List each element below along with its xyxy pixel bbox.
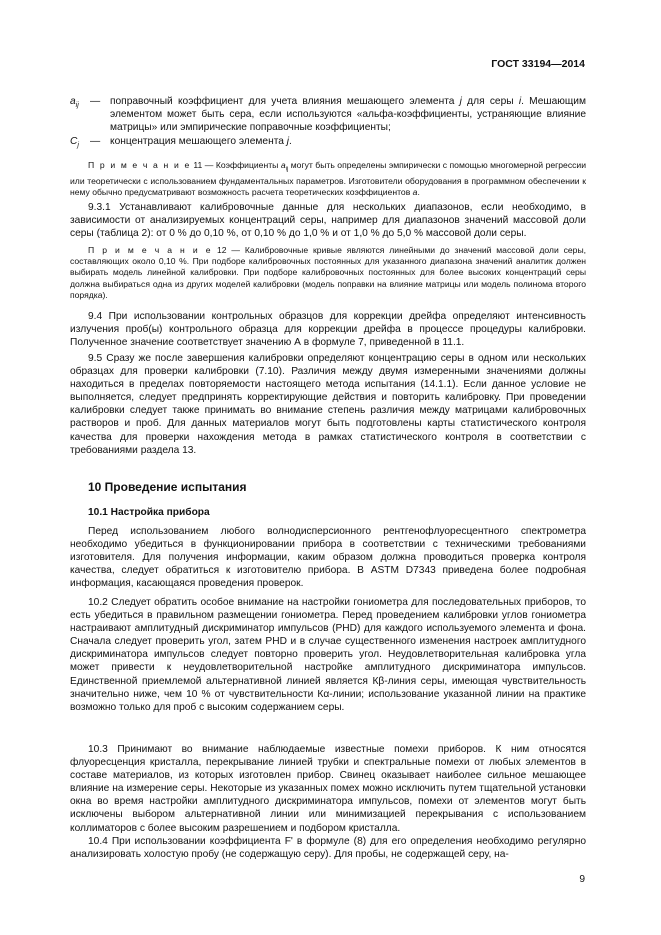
paragraph-10-2: 10.2 Следует обратить особое внимание на настройки гониометра для последовательных приборов, то есть убедиться в правильном размещении гониометра. Перед проведением калибровки углов гониометра настраивают амплитудный дискриминатор импульсов (PHD) для каждого используемого элемента и фона. Сначала следует проверить угол, затем PHD и в случае существенного изменения настроек амплитудного дискриминатора импульсов следует повторно проверить угол. Неудовлетворительная калибровка угла может привести к неудовлетворительной настройке амплитудного дискриминатора импульсов. Единственной приемлемой альтернативной линией является Кβ-линия серы, имеющая чувствительность значительно ниже, чем 10 % от чувствительности Кα-линии; использование указанной линии на практике возможно только для проб с высоким содержанием серы. bbox=[70, 597, 586, 713]
paragraph-10-1: Перед использованием любого волнодисперсионного рентгенофлуоресцентного спектрометра необходимо убедиться в функционировании прибора в соответствии с техническими требованиями изготовителя. Для получения информации, каким образом должна проводиться проверка контроля качества, следует обратиться к изготовителю прибора. В ASTM D7343 приведена более подробная информация, касающаяся проведения проверок. bbox=[70, 526, 586, 590]
definition-dash: — bbox=[90, 136, 101, 148]
definition-aij bbox=[70, 95, 586, 134]
definition-text: поправочный коэффициент для учета влияния мешающего элемента j для серы i. Мешающим элементом может быть сера, если используются «альфа-коэффициенты, устраняющие влияние матрицы» или эмпирические поправочные коэффициенты; bbox=[110, 96, 586, 134]
subsection-heading-10-1: 10.1 Настройка прибора bbox=[88, 507, 210, 518]
definition-text: концентрация мешающего элемента j. bbox=[110, 136, 292, 148]
note-12: П р и м е ч а н и е 12 — Калибровочные кривые являются линейными до значений массовой доли серы, составляющих около 0,10 %. При подборе калибровочных постоянных для указанного диапазона значений аналитик должен выбирать модель линейной калибровки. При подборе калибровочных постоянных для более высоких концентраций серы должна выбираться одна из других моделей калибровки (модель поправки на влияние матрицы или модель полинома второго порядка). bbox=[70, 245, 587, 300]
page-number: 9 bbox=[579, 874, 585, 885]
paragraph-9-3-1: 9.3.1 Устанавливают калибровочные данные для нескольких диапазонов, если необходимо, в зависимости от анализируемых концентраций серы, например для диапазонов значений массовой доли серы (таблица 2): от 0 % до 0,10 %, от 0,10 % до 1,0 % и от 1,0 % до 5,0 % массовой доли серы. bbox=[70, 202, 586, 240]
paragraph-10-3: 10.3 Принимают во внимание наблюдаемые известные помехи приборов. К ним относятся флуоресценция кристалла, перекрывание линией трубки и спектральные помехи от любых элементов в составе материалов, из которых изготовлен прибор. Свинец оказывает наиболее сильное мешающее влияние на измерение серы. Некоторые из указанных помех можно исключить путем тщательной установки окна во время настройки амплитудного дискриминатора импульсов, помехи от элементов могут быть исключены выбором альтернативной линии или минимизацией перекрывания с использованием коллиматоров с более высоким разрешением и подбором кристалла. bbox=[70, 744, 586, 834]
paragraph-9-4: 9.4 При использовании контрольных образцов для коррекции дрейфа определяют интенсивность излучения проб(ы) контрольного образца для коррекции дрейфа в процессе процедуры калибровки. Полученное значение соответствует значению А в формуле 7, приведенной в 11.1. bbox=[70, 311, 586, 349]
paragraph-10-4: 10.4 При использовании коэффициента F' в формуле (8) для его определения необходимо регулярно анализировать холостую пробу (не содержащую серу). Для пробы, не содержащей серу, на- bbox=[70, 836, 586, 861]
definition-cj bbox=[70, 135, 586, 152]
definition-symbol: $C_j$ bbox=[70, 136, 79, 150]
section-heading-10: 10 Проведение испытания bbox=[88, 480, 247, 494]
definition-dash: — bbox=[90, 96, 101, 107]
definitions-list bbox=[70, 95, 586, 152]
note-11: П р и м е ч а н и е 11 — Коэффициенты $a_{ij}$ могут быть определены эмпирически с помощью многомерной регрессии или теоретически с использованием фундаментальных параметров. Изготовители оборудования в программном обеспечении к нему обычно предусматривают возможность расчета теоретических коэффициентов a. bbox=[70, 160, 587, 198]
definition-symbol: $a_{ij}$ bbox=[70, 96, 79, 110]
standard-header: ГОСТ 33194—2014 bbox=[491, 58, 585, 70]
paragraph-9-5: 9.5 Сразу же после завершения калибровки определяют концентрацию серы в одном или нескольких образцах для проверки калибровки (7.10). Различия между двумя измеренными значениями должны находиться в пределах повторяемости настоящего метода испытания (14.1.1). Если данное условие не выполняется, следует предпринять корректирующие действия и повторить калибровку. При проведении калибровки следует также принимать во внимание степень различия между матрицами калибровочных растворов и проб. Для данных материалов могут быть подготовлены карты статистического контроля качества для проверки нахождения метода в рамках статистического контроля в соответствии с требованиями раздела 13. bbox=[70, 353, 586, 456]
